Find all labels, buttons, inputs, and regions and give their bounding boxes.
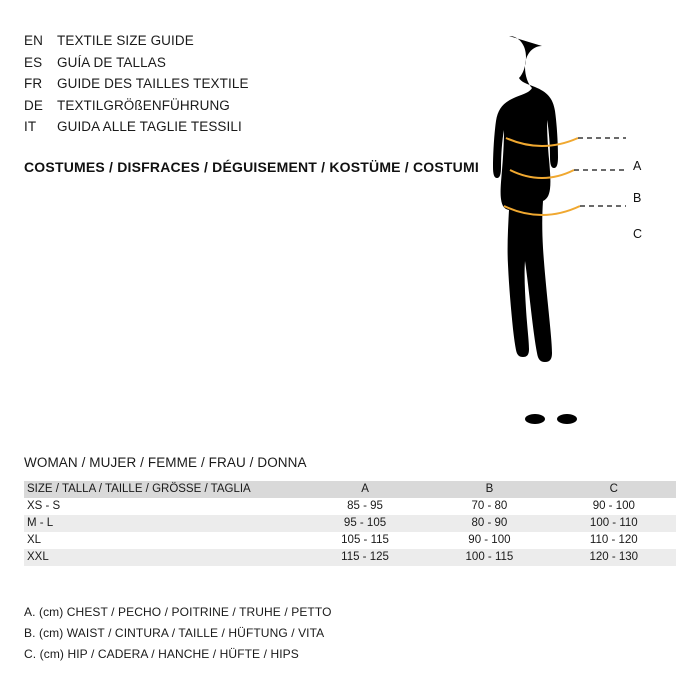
cell-size: M - L <box>27 517 54 529</box>
table-row <box>24 498 676 515</box>
cell-chest: 95 - 105 <box>343 517 387 529</box>
table-header-b: B <box>485 483 494 495</box>
table-row <box>24 515 676 532</box>
measure-label-a: A <box>633 159 642 173</box>
language-code: ES <box>24 54 43 70</box>
cell-waist: 80 - 90 <box>471 517 508 529</box>
table-header-a: A <box>361 483 369 495</box>
table-row <box>24 532 676 549</box>
size-table <box>24 481 676 566</box>
product-category-title: COSTUMES / DISFRACES / DÉGUISEMENT / KOSTÜME / COSTUMI <box>24 159 479 175</box>
language-code: EN <box>24 33 43 48</box>
female-body-silhouette-icon <box>470 28 680 438</box>
language-code: IT <box>24 119 37 134</box>
measure-label-b: B <box>633 191 642 205</box>
cell-chest: 115 - 125 <box>341 551 389 563</box>
cell-hip: 110 - 120 <box>589 534 638 546</box>
measure-label-c: C <box>633 227 643 241</box>
language-title: GUIDE DES TAILLES TEXTILE <box>57 76 249 91</box>
legend-waist: B. (cm) WAIST / CINTURA / TAILLE / HÜFTUNG / VITA <box>24 626 325 640</box>
size-table-section <box>24 455 676 566</box>
cell-hip: 100 - 110 <box>589 517 638 529</box>
cell-chest: 105 - 115 <box>341 534 389 546</box>
table-header-c: C <box>609 483 618 495</box>
language-row-it <box>24 119 249 141</box>
cell-hip: 120 - 130 <box>589 551 639 563</box>
cell-waist: 100 - 115 <box>465 551 514 563</box>
language-row-fr <box>24 76 249 98</box>
cell-size: XS - S <box>27 500 61 512</box>
table-row <box>24 549 676 566</box>
measurement-legend <box>24 602 332 665</box>
legend-chest: A. (cm) CHEST / PECHO / POITRINE / TRUHE / PETTO <box>24 605 332 619</box>
cell-hip: 90 - 100 <box>592 500 635 512</box>
language-title: TEXTILE SIZE GUIDE <box>57 33 194 48</box>
table-header-size: SIZE / TALLA / TAILLE / GRÖSSE / TAGLIA <box>27 483 251 495</box>
legend-hip: C. (cm) HIP / CADERA / HANCHE / HÜFTE / HIPS <box>24 647 299 661</box>
language-code: DE <box>24 97 43 113</box>
language-title: GUÍA DE TALLAS <box>57 54 166 70</box>
language-row-en <box>24 33 249 55</box>
figure-diagram <box>470 28 680 438</box>
cell-size: XL <box>27 534 42 546</box>
language-title: TEXTILGRÖßENFÜHRUNG <box>57 97 230 113</box>
cell-waist: 90 - 100 <box>468 534 511 546</box>
language-title: GUIDA ALLE TAGLIE TESSILI <box>57 119 242 134</box>
cell-waist: 70 - 80 <box>471 500 508 512</box>
language-row-de <box>24 98 249 120</box>
cell-chest: 85 - 95 <box>347 500 383 512</box>
language-row-es <box>24 55 249 77</box>
table-group-title: WOMAN / MUJER / FEMME / FRAU / DONNA <box>24 455 307 470</box>
language-title-list <box>24 33 249 141</box>
language-code: FR <box>24 76 43 91</box>
cell-size: XXL <box>27 551 49 563</box>
table-header-row <box>24 481 676 498</box>
